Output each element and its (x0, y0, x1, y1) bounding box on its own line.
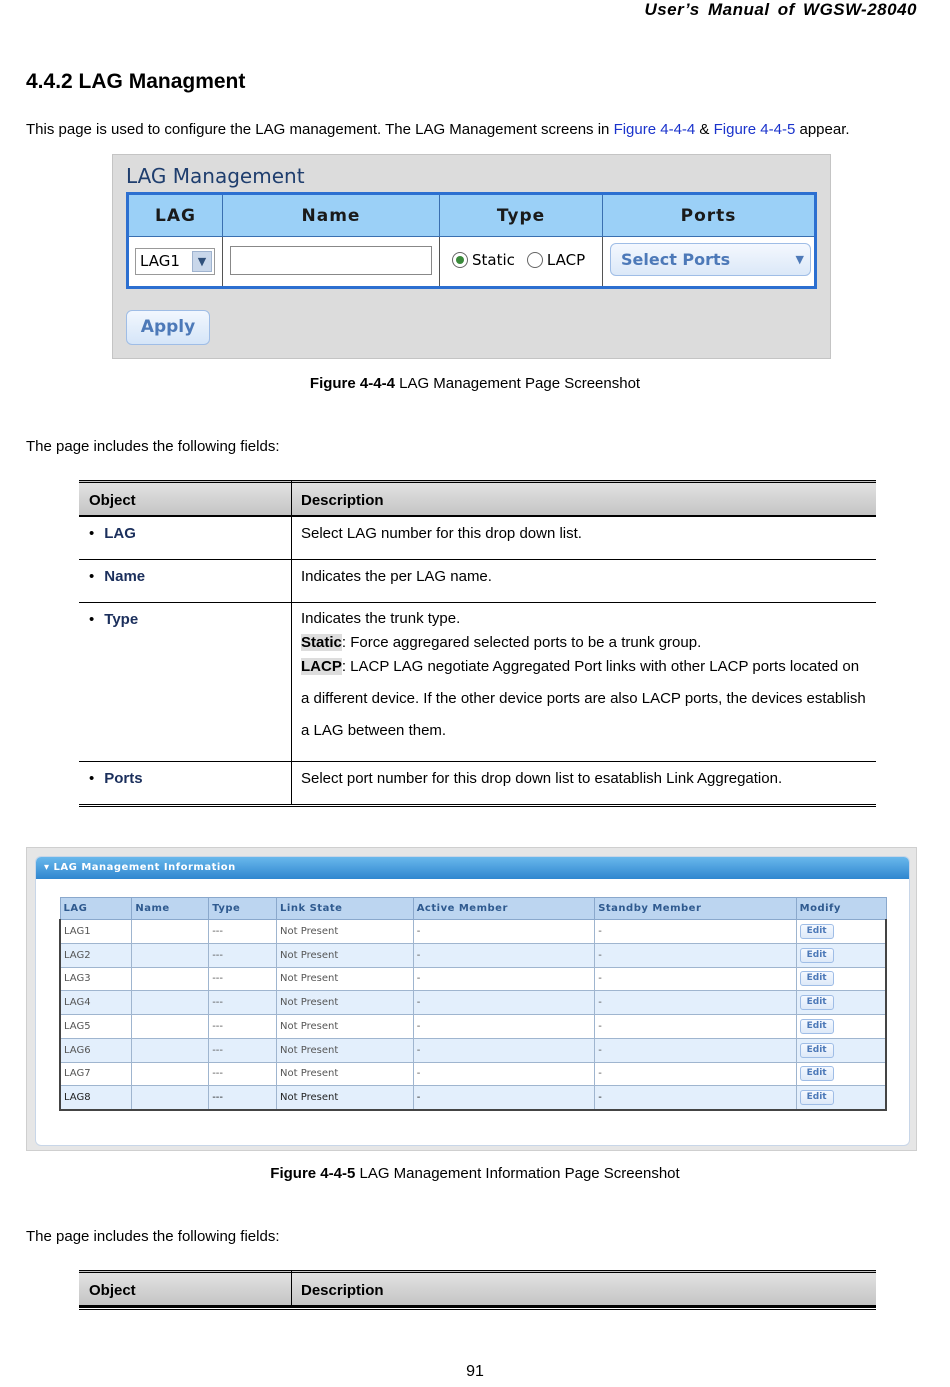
lag-select-value: LAG1 (140, 252, 180, 270)
type-cell: --- (209, 1038, 277, 1062)
link-state-cell: Not Present (277, 1062, 414, 1086)
column-header-lag: LAG (129, 195, 223, 236)
modify-cell (796, 920, 886, 944)
lag-select[interactable] (135, 248, 215, 275)
table-row (60, 1038, 886, 1062)
type-cell: --- (209, 1062, 277, 1086)
header-description: Description (301, 1282, 384, 1299)
lag-cell: LAG7 (60, 1062, 132, 1086)
name-cell (132, 943, 209, 967)
caret-down-icon: ▼ (795, 253, 804, 266)
column-header-ports: Ports (680, 205, 737, 226)
lag-cell: LAG8 (60, 1086, 132, 1110)
description-lag: Select LAG number for this drop down list. (301, 525, 582, 542)
lacp-radio[interactable] (527, 252, 543, 268)
caption-text: LAG Management Information Page Screenshot (355, 1165, 680, 1182)
intro-text-before: This page is used to configure the LAG management. The LAG Management screens in (26, 121, 614, 138)
chevron-down-icon: ▼ (192, 251, 212, 272)
type-cell: --- (209, 967, 277, 991)
column-divider (291, 1270, 292, 1307)
link-state-cell: Not Present (277, 1015, 414, 1039)
ports-select-placeholder: Select Ports (621, 250, 731, 269)
type-cell: --- (209, 991, 277, 1015)
type-cell: --- (209, 943, 277, 967)
object-name: • Name (89, 568, 146, 585)
active-member-cell: - (413, 1086, 595, 1110)
figure-4-4-4-caption (0, 375, 950, 392)
intro-text-after: appear. (795, 121, 850, 138)
modify-cell (796, 943, 886, 967)
modify-cell (796, 967, 886, 991)
object-ports: • Ports (89, 770, 143, 787)
standby-member-cell: - (595, 1015, 796, 1039)
standby-member-cell: - (595, 967, 796, 991)
description-type (301, 603, 871, 747)
col-standby-member: Standby Member (595, 898, 796, 920)
name-input[interactable] (230, 246, 432, 275)
header-object: Object (89, 1282, 136, 1299)
link-state-cell: Not Present (277, 967, 414, 991)
type-radio-group (452, 251, 585, 269)
fields-table-2 (79, 1270, 876, 1312)
table-row (60, 991, 886, 1015)
modify-cell (796, 1038, 886, 1062)
active-member-cell: - (413, 1062, 595, 1086)
panel-title-bar[interactable] (36, 857, 909, 879)
description-ports: Select port number for this drop down list to esatablish Link Aggregation. (301, 770, 783, 787)
name-cell (132, 1062, 209, 1086)
collapse-arrow-icon: ▾ (44, 862, 54, 873)
type-cell (440, 237, 603, 286)
edit-button[interactable]: Edit (800, 1043, 834, 1058)
caption-figure-number: Figure 4-4-5 (270, 1165, 356, 1182)
modify-cell (796, 1086, 886, 1110)
type-desc-intro: Indicates the trunk type. (301, 610, 461, 627)
standby-member-cell: - (595, 943, 796, 967)
link-state-cell: Not Present (277, 943, 414, 967)
ports-cell (603, 237, 814, 286)
active-member-cell: - (413, 943, 595, 967)
lag-management-screenshot (112, 154, 831, 359)
active-member-cell: - (413, 1015, 595, 1039)
figure-4-4-5-caption (0, 1165, 950, 1182)
lag-cell: LAG5 (60, 1015, 132, 1039)
table-row (60, 967, 886, 991)
col-active-member: Active Member (413, 898, 595, 920)
modify-cell (796, 1015, 886, 1039)
caption-figure-number: Figure 4-4-4 (309, 375, 395, 392)
standby-member-cell: - (595, 1086, 796, 1110)
edit-button[interactable]: Edit (800, 1066, 834, 1081)
intro-paragraph (26, 121, 850, 138)
lacp-radio-label: LACP (546, 251, 586, 269)
col-name: Name (132, 898, 209, 920)
col-type: Type (209, 898, 277, 920)
header-object: Object (89, 492, 136, 509)
lag-cell: LAG3 (60, 967, 132, 991)
name-cell (132, 991, 209, 1015)
type-cell: --- (209, 1086, 277, 1110)
table-bottom-rule (79, 804, 876, 807)
header-description: Description (301, 492, 384, 509)
modify-cell (796, 1062, 886, 1086)
link-state-cell: Not Present (277, 1038, 414, 1062)
edit-button[interactable]: Edit (800, 971, 834, 986)
table-row (79, 517, 876, 560)
edit-button[interactable]: Edit (800, 995, 834, 1010)
col-modify: Modify (796, 898, 886, 920)
table-header-row (60, 898, 886, 920)
lag-cell: LAG2 (60, 943, 132, 967)
table-row (60, 943, 886, 967)
panel-title: LAG Management Information (53, 862, 236, 873)
edit-button[interactable]: Edit (800, 1019, 834, 1034)
description-name: Indicates the per LAG name. (301, 568, 492, 585)
lag-cell: LAG6 (60, 1038, 132, 1062)
object-lag: • LAG (89, 525, 136, 542)
table-bottom-rule (79, 1307, 876, 1310)
fields-intro: The page includes the following fields: (26, 1228, 280, 1245)
fields-table (79, 480, 876, 810)
type-desc-lacp: LACP: LACP LAG negotiate Aggregated Port links with other LACP ports located on a different device. If the other device ports are also LACP ports, the devices establish a LAG between them. (301, 658, 866, 739)
type-desc-static: Static: Force aggregared selected ports to be a trunk group. (301, 634, 702, 651)
type-cell: --- (209, 920, 277, 944)
name-cell (132, 1038, 209, 1062)
fields-intro: The page includes the following fields: (26, 438, 280, 455)
modify-cell (796, 991, 886, 1015)
col-lag: LAG (60, 898, 132, 920)
table-header (79, 1270, 876, 1307)
name-cell (132, 920, 209, 944)
lag-cell: LAG1 (60, 920, 132, 944)
table-row (60, 1062, 886, 1086)
edit-button[interactable]: Edit (800, 948, 834, 963)
edit-button[interactable]: Edit (800, 1090, 834, 1105)
lag-management-title: LAG Management (126, 164, 305, 188)
page-number: 91 (466, 1363, 484, 1380)
name-cell (132, 967, 209, 991)
link-state-cell: Not Present (277, 991, 414, 1015)
standby-member-cell: - (595, 920, 796, 944)
figure-4-4-4-link[interactable]: Figure 4-4-4 (613, 121, 696, 138)
lag-management-form-table (126, 192, 817, 289)
name-cell (132, 1086, 209, 1110)
name-cell (223, 237, 440, 286)
type-cell: --- (209, 1015, 277, 1039)
lag-information-table (59, 897, 887, 1111)
active-member-cell: - (413, 991, 595, 1015)
table-row (60, 920, 886, 944)
form-header-row (129, 195, 814, 237)
information-panel (35, 856, 910, 1146)
lag-cell (129, 237, 223, 286)
table-row (79, 560, 876, 603)
static-radio[interactable] (452, 252, 468, 268)
table-row (60, 1015, 886, 1039)
active-member-cell: - (413, 967, 595, 991)
name-cell (132, 1015, 209, 1039)
table-row (79, 603, 876, 762)
form-input-row (129, 237, 814, 286)
section-title: 4.4.2 LAG Managment (26, 70, 246, 93)
table-row (79, 762, 876, 804)
caption-text: LAG Management Page Screenshot (394, 375, 641, 392)
table-header (79, 480, 876, 517)
object-type: • Type (89, 611, 139, 628)
link-state-cell: Not Present (277, 1086, 414, 1110)
link-state-cell: Not Present (277, 920, 414, 944)
ports-select[interactable] (610, 243, 811, 276)
apply-button[interactable]: Apply (126, 310, 210, 345)
intro-text-between: & (695, 121, 714, 138)
static-radio-label: Static (472, 251, 515, 269)
column-header-type: Type (440, 195, 603, 236)
col-link-state: Link State (277, 898, 414, 920)
running-header: User’s Manual of WGSW-28040 (644, 0, 917, 19)
lag-cell: LAG4 (60, 991, 132, 1015)
active-member-cell: - (413, 920, 595, 944)
column-header-name: Name (223, 195, 440, 236)
standby-member-cell: - (595, 1038, 796, 1062)
active-member-cell: - (413, 1038, 595, 1062)
figure-4-4-5-link[interactable]: Figure 4-4-5 (713, 121, 796, 138)
standby-member-cell: - (595, 991, 796, 1015)
table-row (60, 1086, 886, 1110)
lag-management-information-screenshot (26, 847, 917, 1151)
standby-member-cell: - (595, 1062, 796, 1086)
edit-button[interactable]: Edit (800, 924, 834, 939)
